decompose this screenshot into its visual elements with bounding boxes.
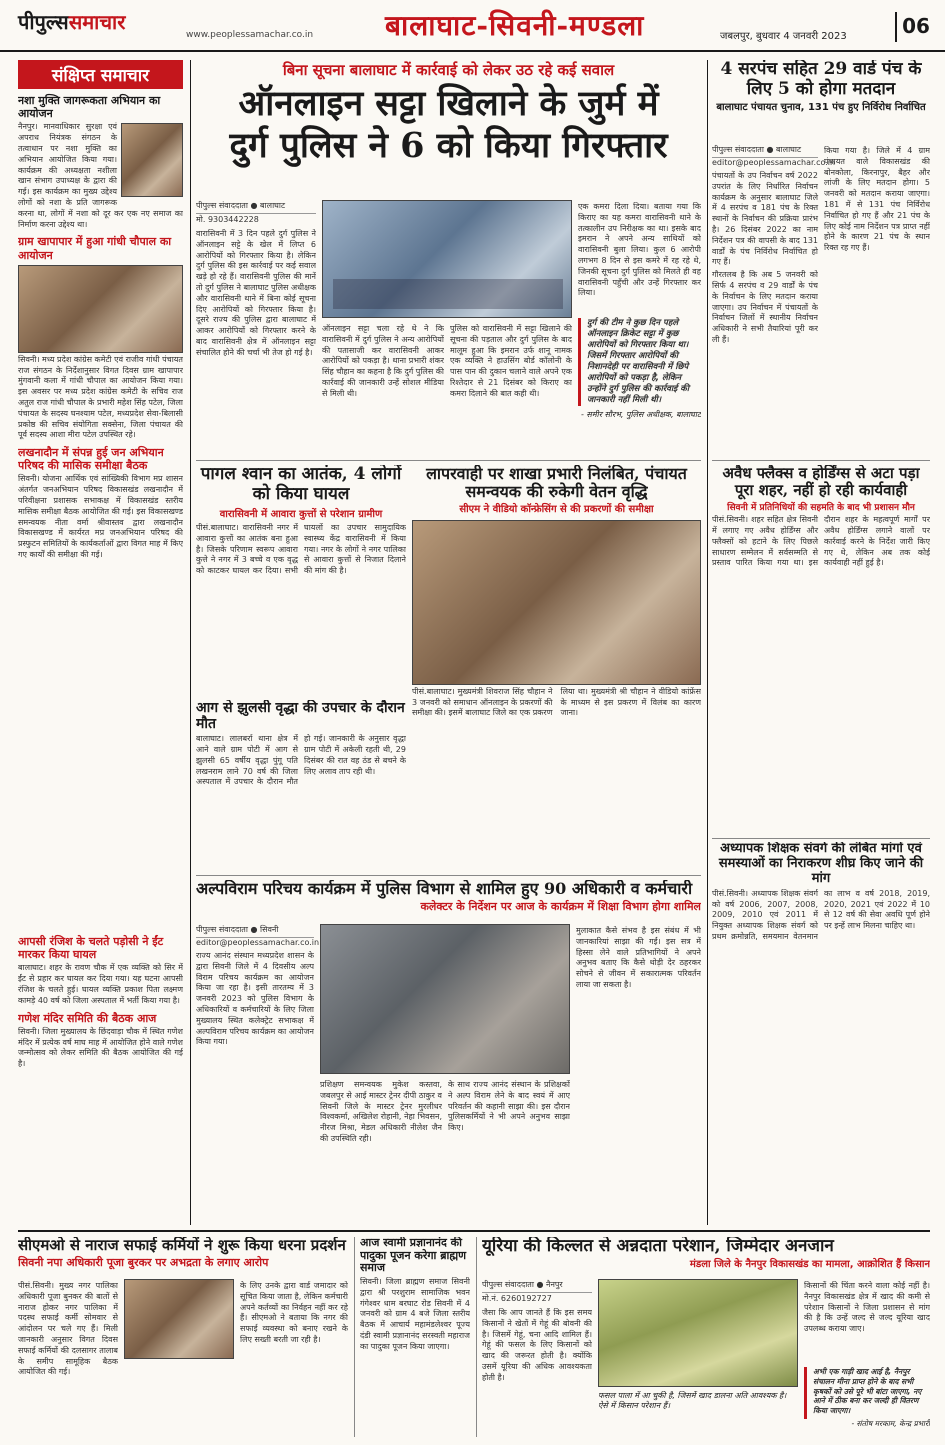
- right-top-text-a: पंचायतों के उप निर्वाचन वर्ष 2022 उपरांत के लिए निर्धारित निर्वाचन कार्यक्रम के अनुसार बालाघाट जिले में 4 सरपंच व 181 पंच के रिक्त स्थानों के निर्वाचन की प्रक्रिया प्रारंभ है। 26 दिसंबर 2022 का नाम निर्देशन पत्र की वापसी के बाद 131 वार्डों के पंच निर्विरोध निर्वाचित हो गए हैं।: [712, 171, 818, 267]
- police-email: editor@peoplessamachar.co.in: [196, 938, 320, 947]
- brief-text: सिवनी। जिला मुख्यालय के छिंदवाड़ा चौक में स्थित गणेश मंदिर में प्रत्येक वर्ष माघ माह में आयोजित होने वाले गणेश जन्मोत्सव को लेकर समिति की बैठक आयोजित की गई है।: [18, 1026, 183, 1069]
- suspend-text: पीसं.बालाघाट। मुख्यमंत्री शिवराज सिंह चौहान ने 3 जनवरी को समाधान ऑनलाइन के प्रकरणों की समीक्षा की। इसमें बालाघाट जिले का एक प्रकरण लिया था। मुख्यमंत्री श्री चौहान ने वीडियो कांफ्रेंस के माध्यम से इस प्रकरण में विलंब का कारण जाना।: [412, 686, 701, 718]
- right-top-byline: पीपुल्स संवाददाता ● बालाघाट: [712, 144, 818, 158]
- suspend-subhead: सीएम ने वीडियो कॉन्फ्रेसिंग से की प्रकरणों की समीक्षा: [459, 503, 654, 515]
- right-top-email: editor@peoplessamachar.co.in: [712, 158, 836, 167]
- brief-text: बालाघाट। शहर के रावण चौक में एक व्यक्ति को सिर में ईंट से प्रहार कर घायल कर दिया गया। यह घटना आपसी रंजिश के चलते हुई। घायल व्यक्ति प्रकाश पिता लक्ष्मण कामड़े 40 वर्ष को जिला अस्पताल में भर्ती किया गया है।: [18, 963, 183, 1005]
- fire-text: बालाघाट। लालबर्रा थाना क्षेत्र में आने वाले ग्राम पोटी में आग से झुलसी 65 वर्षीय वृद्धा पुंगू पति लखनराम लाने 70 वर्ष की जिला अस्पताल में उपचार के दौरान मौत हो गई। जानकारी के अनुसार वृद्धा ग्राम पोटी में अकेली रहती थी, 29 दिसंबर की रात वह ठंड से बचने के लिए अलाव ताप रही थी।: [196, 734, 406, 787]
- dog-headline: पागल श्वान का आतंक, 4 लोगों को किया घायल: [200, 465, 402, 504]
- brief-title: गणेश मंदिर समिति की बैठक आज: [18, 1011, 157, 1025]
- urea-text-a: जैसा कि आप जानते हैं कि इस समय किसानों ने खेतों में गेहूं की बोवनी की है। जिसमें गेहूं, चना आदि शामिल हैं। गेहूं की फसल के लिए किसानों को खाद की जरूरत होती है। क्योंकि उसमें यूरिया की अधिक आवश्यकता होती है।: [482, 1308, 592, 1382]
- urea-quote: अभी एक गाड़ी खाद आई है, नैनपुर संचालन मीना प्राप्त होने के बाद सभी कृषकों को उसे पूरे भी बांटा जाएगा, नए आने में ठीक बना कर जल्दी ही वितरण किया जाएगा।: [804, 1367, 930, 1419]
- brief-photo: [18, 265, 183, 353]
- police-text-a: राज्य आनंद संस्थान मध्यप्रदेश शासन के द्वारा सिवनी जिले में 4 दिवसीय अल्प विराम परिचय कार्यक्रम का आयोजन किया जा रहा है। इसी तारतम्य में 3 जनवरी 2023 को पुलिस विभाग के अधिकारियों व कर्मचारियों के लिए जिला मुख्यालय स्थित कलेक्ट्रेट सभाकक्ष में अल्पविराम परिचय कार्यक्रम का आयोजन किया गया।: [196, 951, 314, 1047]
- brief-title: ग्राम खापापार में हुआ गांधी चौपाल का आयोजन: [18, 235, 172, 262]
- hoarding-subhead: सिवनी में प्रतिनिधियों की सहमति के बाद भी प्रशासन मौन: [727, 502, 915, 513]
- urea-mobile: मो.नं. 6260192727: [482, 1294, 552, 1303]
- brief-title: लखनादौन में संपन्न हुई जन अभियान परिषद की मासिक समीक्षा बैठक: [18, 446, 164, 473]
- logo-accent: समाचार: [68, 10, 126, 34]
- right-top-headline: 4 सरपंच सहित 29 वार्ड पंच के लिए 5 को होगा मतदान: [720, 60, 922, 99]
- lead-mobile: मो. 9303442228: [196, 215, 259, 224]
- brief-text: नैनपुर। मानवाधिकार सुरक्षा एवं अपराध नियंत्रक संगठन के तत्वाधान पर नशा मुक्ति का अभियान आयोजित किया गया। कार्यक्रम की अध्यक्षता नशीला खान संभाग उपाध्यक्ष के द्वारा की गई। इस कार्यक्रम का मुख्य उद्देश्य लोगों को नशा के प्रति जागरूक करना था, लोगों में नशा को दूर कर एक नए समाज का निर्माण करना उद्देश्य था।: [18, 122, 183, 229]
- suspend-photo: [412, 520, 701, 685]
- puja-text: सिवनी। जिला ब्राह्मण समाज सिवनी द्वारा श्री परशुराम सामाजिक भवन गंगेश्वर धाम बरघाट रोड सिवनी में 4 जनवरी को ग्राम 4 बजे जिला स्तरीय बैठक में आचार्य महामंडलेश्वर पूज्य दंडी स्वामी प्रज्ञानानंद सरस्वती महाराज का पादुका पूजन किया जाएगा।: [360, 1276, 470, 1351]
- urea-photo-caption: फसल पाला में आ चुकी है, जिसमें खाद डालना अति आवश्यक है। ऐसे में किसान परेशान हैं।: [598, 1391, 787, 1411]
- strike-text-a: पीसं.सिवनी। मुख्य नगर पालिका अधिकारी पूजा बुनकर की बातों से नाराज होकर नगर पालिका में पदस्थ सफाई कर्मी सोमवार से आंदोलन पर चले गए हैं। मिली जानकारी अनुसार विगत दिवस सफाई कर्मियों की दलसागर तालाब के समीप सामूहिक बैठक आयोजित की गई।: [18, 1281, 118, 1377]
- urea-subhead: मंडला जिले के नैनपुर विकासखंड का मामला, आक्रोशित हैं किसान: [689, 1258, 930, 1270]
- lead-quote-author: - समीर सौरभ, पुलिस अधीक्षक, बालाघाट: [581, 410, 701, 420]
- police-text-d: मुलाकात कैसे संभव है इस संबंध में भी जानकारियां साझा की गईं। इस सत्र में हिस्सा लेने वाले प्रतिभागियों ने अपने अनुभव बताए कि कैसे थोड़ी देर ठहरकर सोचने से जीवन में सकारात्मक परिवर्तन लाया जा सकता है।: [576, 926, 701, 989]
- brief-title: नशा मुक्ति जागरूकता अभियान का आयोजन: [18, 94, 161, 121]
- masthead: [0, 0, 945, 52]
- lead-byline: पीपुल्स संवाददाता ● बालाघाट: [196, 200, 316, 214]
- lead-text-c: पुलिस को वारासिवनी में सट्टा खिलाने की सूचना की पड़ताल और दुर्ग पुलिस के बाद मालूम हुआ कि इमरान उर्फ शानू नामक एक व्यक्ति ने हाउसिंग बोर्ड कॉलोनी के पास पान की दुकान चलाने वाले अपने एक रिश्तेदार से 21 दिसंबर को किराए का कमरा दिलाने की बात कही थी।: [450, 324, 572, 398]
- urea-headline: यूरिया की किल्लत से अन्नदाता परेशान, जिम्मेदार अनजान: [482, 1237, 834, 1256]
- urea-text-b: किसानों की चिंता करने वाला कोई नहीं है। नैनपुर विकासखंड क्षेत्र में खाद की कमी से परेशान किसानों ने जिला प्रशासन से मांग की है कि उन्हें जल्द से जल्द यूरिया खाद उपलब्ध कराया जाए।: [804, 1281, 930, 1334]
- brief-text: सिवनी। योजना आर्थिक एवं सांख्यिकी विभाग मप्र शासन अंतर्गत जनअभियान परिषद विकासखंड लखनादौन में परिवीक्षना प्रशासक सभाकक्ष में विकासखंड स्तरीय मासिक समीक्षा बैठक आयोजित की गई। इस विकासखण्ड समन्वयक नीता वर्मा श्रीवास्तव द्वारा लखनादौन विकासखण्ड में कार्यरत मप्र जनअभियान परिषद की प्रस्फुटन समितियों के कार्यकर्ताओं द्वारा विगत माह में किए गए कार्यों की समीक्षा की गई।: [18, 474, 183, 560]
- hoarding-text: पीसं.सिवनी। शहर सहित क्षेत्र सिवनी में लगाए गए अवैध होर्डिंग्स और फ्लैक्सों को हटाने के लिए पिछले साधारण सम्मेलन में सर्वसम्मति से प्रस्ताव पारित किया गया था। इस दौरान शहर के महत्वपूर्ण मार्गों पर अवैध होर्डिंग्स लगाने वालों पर कार्रवाई करने के निर्देश जारी किए गए थे, लेकिन अब तक कोई कार्यवाही नहीं हुई है।: [712, 515, 930, 568]
- strike-photo: [124, 1279, 234, 1359]
- police-byline: पीपुल्स संवाददाता ● सिवनी: [196, 924, 314, 938]
- strike-subhead: सिवनी नपा अधिकारी पूजा बुरकर पर अभद्रता के लगाए आरोप: [18, 1256, 269, 1270]
- teacher-story: [712, 842, 930, 1225]
- fire-story: [196, 700, 406, 870]
- dateline: जबलपुर, बुधवार 4 जनवरी 2023: [720, 31, 847, 42]
- hoarding-story: [712, 465, 930, 835]
- right-top-story: [712, 60, 930, 455]
- region-title: बालाघाट-सिवनी-मण्डला: [385, 9, 645, 42]
- lead-text-a: वारासिवनी में 3 दिन पहले दुर्ग पुलिस ने ऑनलाइन सट्टे के खेल में लिप्त 6 आरोपियों को गिरफ्तार किया है। लेकिन दुर्ग पुलिस की इस कार्रवाई पर कई सवाल खड़े हो रहे हैं। वारासिवनी पुलिस की मानें तो दुर्ग पुलिस ने बालाघाट पुलिस अधीक्षक और वारासिवनी थाने में बिना कोई सूचना दिए आरोपियों को गिरफ्तार किया है। दूसरे राज्य की पुलिस द्वारा बालाघाट में आकर आरोपियों को गिरफ्तार करने के बाद वारासिवनी क्षेत्र में ऑनलाइन सट्टा संचालित होने की चर्चा भी तेज हो गई है।: [196, 229, 316, 357]
- website-link[interactable]: www.peoplessamachar.co.in: [186, 30, 314, 40]
- briefs-column-lower: [18, 930, 183, 1225]
- urea-quote-author: - संतोष मरकाम, केन्द्र प्रभारी: [851, 1419, 930, 1428]
- urea-byline: पीपुल्स संवाददाता ● नैनपुर: [482, 1279, 592, 1293]
- brief-photo: [121, 123, 183, 197]
- brief-title: आपसी रंजिश के चलते पड़ोसी ने ईंट मारकर किया घायल: [18, 935, 164, 962]
- briefs-section-title: संक्षिप्त समाचार: [18, 60, 183, 89]
- urea-photo: [598, 1279, 798, 1387]
- page-number: 06: [895, 12, 935, 42]
- urea-story: [482, 1237, 930, 1437]
- lead-headline-line2: दुर्ग पुलिस ने 6 को किया गिरफ्तार: [229, 125, 668, 167]
- suspend-story: [412, 465, 701, 870]
- strike-headline: सीएमओ से नाराज सफाई कर्मियों ने शुरू किया धरना प्रदर्शन: [18, 1237, 346, 1254]
- suspend-headline: लापरवाही पर शाखा प्रभारी निलंबित, पंचायत समन्वयक की रुकेगी वेतन वृद्धि: [426, 465, 687, 502]
- puja-headline: आज स्वामी प्रज्ञानानंद की पादुका पूजन करेगा ब्राह्मण समाज: [360, 1237, 467, 1275]
- hoarding-headline: अवैध फ्लैक्स व होर्डिंग्स से अटा पड़ा पूरा शहर, नहीं हो रही कार्यवाही: [722, 465, 920, 500]
- police-text-b: प्रशिक्षण समन्वयक मुकेश कस्तवा, जबलपुर से आई मास्टर ट्रेनर दीपी ठाकुर व सिवनी जिले के मास्टर ट्रेनर मुरलीधर विश्वकर्मा, अखिलेश रोहानी, नेहा भिवसन, नीरज मिश्रा, मेडल अधिकारी नीलेश जैन की उपस्थिति रही।: [320, 1080, 442, 1143]
- police-headline: अल्पविराम परिचय कार्यक्रम में पुलिस विभाग से शामिल हुए 90 अधिकारी व कर्मचारी: [196, 880, 693, 898]
- fire-headline: आग से झुलसी वृद्धा की उपचार के दौरान मौत: [196, 700, 405, 733]
- newspaper-logo: [18, 8, 125, 35]
- dog-subhead: वारासिवनी में आवारा कुत्तों से परेशान ग्रामीण: [219, 509, 383, 521]
- teacher-text: पीसं.सिवनी। अध्यापक शिक्षक संवर्ग को वर्ष 2006, 2007, 2008, 2009, 2010 एवं 2011 में नियुक्त अध्यापक शिक्षक संवर्ग को प्रथम क्रमोन्नति, समयमान वेतनमान का लाभ व वर्ष 2018, 2019, 2020, 2021 एवं 2022 में 10 से 12 वर्ष की सेवा अवधि पूर्ण होने पर इन्हें लाभ मिलना चाहिए था।: [712, 888, 930, 941]
- strike-text-b: के लिए उनके द्वारा वार्ड जमादार को सूचित किया जाता है, लेकिन कर्मचारी अपने कर्तव्यों का निर्वहन नहीं कर रहे हैं। सीएमओ ने बताया कि नगर की सफाई व्यवस्था को बनाए रखने के लिए सख्ती बरती जा रही है।: [240, 1281, 348, 1344]
- strike-story: [18, 1237, 348, 1437]
- dog-story: [196, 465, 406, 690]
- lead-text-b: ऑनलाइन सट्टा चला रहे थे ने कि वारासिवनी में दुर्ग पुलिस ने अन्य आरोपियों की पतासाजी कर वारासिवनी आकर आरोपियों को पकड़ा है। थाना प्रभारी शंकर सिंह चौहान का कहना है कि दुर्ग पुलिस की कार्रवाई की जानकारी उन्हें सोशल मीडिया से मिली थी।: [322, 324, 444, 398]
- police-photo: [320, 924, 570, 1074]
- brief-text: सिवनी। मध्य प्रदेश कांग्रेस कमेटी एवं राजीव गांधी पंचायत राज संगठन के निर्देशानुसार विगत दिवस ग्राम खापापार मुंगवानी कला में गांधी चौपाल का आयोजन किया गया। इस अवसर पर मध्य प्रदेश कांग्रेस कमेटी के सचिव राज अतुल राज गांधी चौपाल के प्रभारी महेश सिंह पटेल, जिला पंचायत के सदस्य घनश्याम पटेल, मध्यप्रदेश सेवा-बिलासी प्रकोष्ठ की सचिव संयोगिता सक्सेना, जिला पंचायत की पूर्व सदस्य आशा मीरा पटेल उपस्थित रहे।: [18, 354, 183, 440]
- puja-story: [360, 1237, 470, 1437]
- lead-quote: दुर्ग की टीम ने कुछ दिन पहले ऑनलाइन क्रिकेट सट्टा में कुछ आरोपियों को गिरफ्तार किया था। जिसमें गिरफ्तार आरोपियों की निशानदेही पर वारासिवनी में छिपे आरोपियों को पकड़ा है, लेकिन उन्होंने दुर्ग पुलिस की कार्रवाई की जानकारी नहीं मिली थी।: [578, 318, 701, 406]
- logo-main: पीपुल्स: [18, 10, 69, 34]
- right-top-text-c: किया गया है। जिले में 4 ग्राम पंचायत वाले विकासखंड की बोनकोला, किरनापुर, बैहर और लांजी के लिए मतदान होगा। 5 जनवरी को मतदान कराया जाएगा। 181 में से 131 पंच निर्विरोध निर्वाचित हो गए हैं और 21 पंच के लिए कोई नाम निर्देशन पत्र प्राप्त नहीं होने के कारण 21 पंच के स्थान रिक्त रह गए हैं।: [824, 146, 930, 253]
- dog-text: पीसं.बालाघाट। वारासिवनी नगर में आवारा कुत्तों का आतंक बना हुआ है। जिसके परिणाम स्वरूप आवारा कुत्ते ने नगर में 3 बच्चे व एक वृद्ध को काटकर घायल कर दिया। सभी घायलों का उपचार सामुदायिक स्वास्थ्य केंद्र वारासिवनी में किया गया। नगर के लोगों ने नगर पालिका से आवारा कुत्तों से निजात दिलाने की मांग की है।: [196, 523, 406, 576]
- police-story: [196, 880, 701, 1225]
- police-text-c: के साथ राज्य आनंद संस्थान के प्रशिक्षकों ने अल्प विराम लेने के बाद स्वयं में आए परिवर्तन की कहानी साझा की। इस दौरान पुलिसकर्मियों ने भी अपने अनुभव साझा किए।: [448, 1080, 570, 1133]
- lead-text-d: एक कमरा दिला दिया। बताया गया कि किराए का यह कमरा वारासिवनी थाने के तत्कालीन उप निरीक्षक का था। इसके बाद इमरान ने अपने अन्य साथियों को वारासिवनी बुला लिया। कुल 6 आरोपी लगभग 8 दिन से इस कमरे में रह रहे थे, जिनकी सूचना दुर्ग पुलिस को मिलते ही वह वारासिवनी पहुँची और उन्हें गिरफ्तार कर लिया।: [578, 202, 701, 298]
- teacher-headline: अध्यापक शिक्षक संवर्ग की लंबित मांगों एवं समस्याओं का निराकरण शीघ्र किए जाने की मांग: [718, 842, 924, 886]
- lead-kicker: बिना सूचना बालाघाट में कार्रवाई को लेकर उठ रहे कई सवाल: [282, 61, 615, 79]
- police-subhead: कलेक्टर के निर्देशन पर आज के कार्यक्रम में शिक्षा विभाग होगा शामिल: [420, 900, 701, 914]
- right-top-text-b: गौरतलब है कि अब 5 जनवरी को सिर्फ 4 सरपंच व 29 वार्डों के पंच के निर्वाचन के लिए मतदान कराया जाएगा। उप निर्वाचन में पंचायतों के निर्वाचन जिलों में स्थानीय निर्वाचन अधिकारी ने सभी तैयारियां पूरी कर ली हैं।: [712, 270, 818, 344]
- lead-photo: [322, 200, 572, 318]
- right-top-subhead: बालाघाट पंचायत चुनाव, 131 पंच हुए निर्विरोध निर्वाचित: [716, 102, 926, 114]
- lead-headline-line1: ऑनलाइन सट्टा खिलाने के जुर्म में: [238, 83, 659, 124]
- lead-story: [196, 60, 701, 455]
- briefs-column: [18, 60, 183, 930]
